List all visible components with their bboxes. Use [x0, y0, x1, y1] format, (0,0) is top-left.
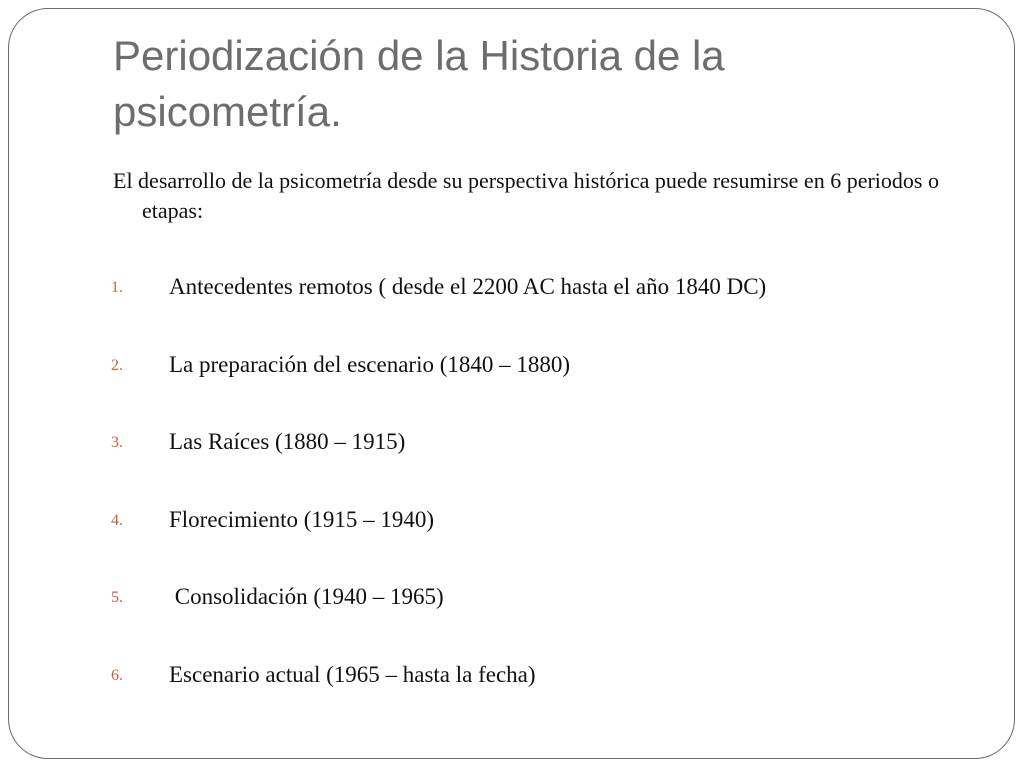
list-text: Antecedentes remotos ( desde el 2200 AC hasta el año 1840 DC): [169, 274, 767, 299]
list-text: La preparación del escenario (1840 – 1880): [169, 351, 571, 377]
period-list: [108, 270, 968, 735]
slide-title: Periodización de la Historia de la psicometría.: [113, 32, 725, 135]
intro-paragraph: El desarrollo de la psicometría desde su perspectiva histórica puede resumirse en 6 periodos o etapas:: [113, 168, 939, 223]
list-text: Consolidación (1940 – 1965): [169, 584, 444, 609]
list-number: 3.: [111, 434, 123, 451]
list-item: [108, 503, 968, 581]
list-number: 2.: [111, 356, 123, 374]
list-item: [108, 658, 968, 736]
list-number: 5.: [111, 589, 123, 606]
list-number: 1.: [111, 279, 123, 296]
list-text: Florecimiento (1915 – 1940): [169, 506, 435, 532]
list-item: [108, 425, 968, 503]
list-item: [108, 348, 968, 426]
list-item: [108, 580, 968, 658]
list-item: [108, 270, 968, 348]
list-text: Escenario actual (1965 – hasta la fecha): [169, 661, 536, 687]
list-number: 6.: [111, 666, 123, 684]
list-number: 4.: [111, 511, 123, 529]
list-text: Las Raíces (1880 – 1915): [169, 429, 406, 454]
